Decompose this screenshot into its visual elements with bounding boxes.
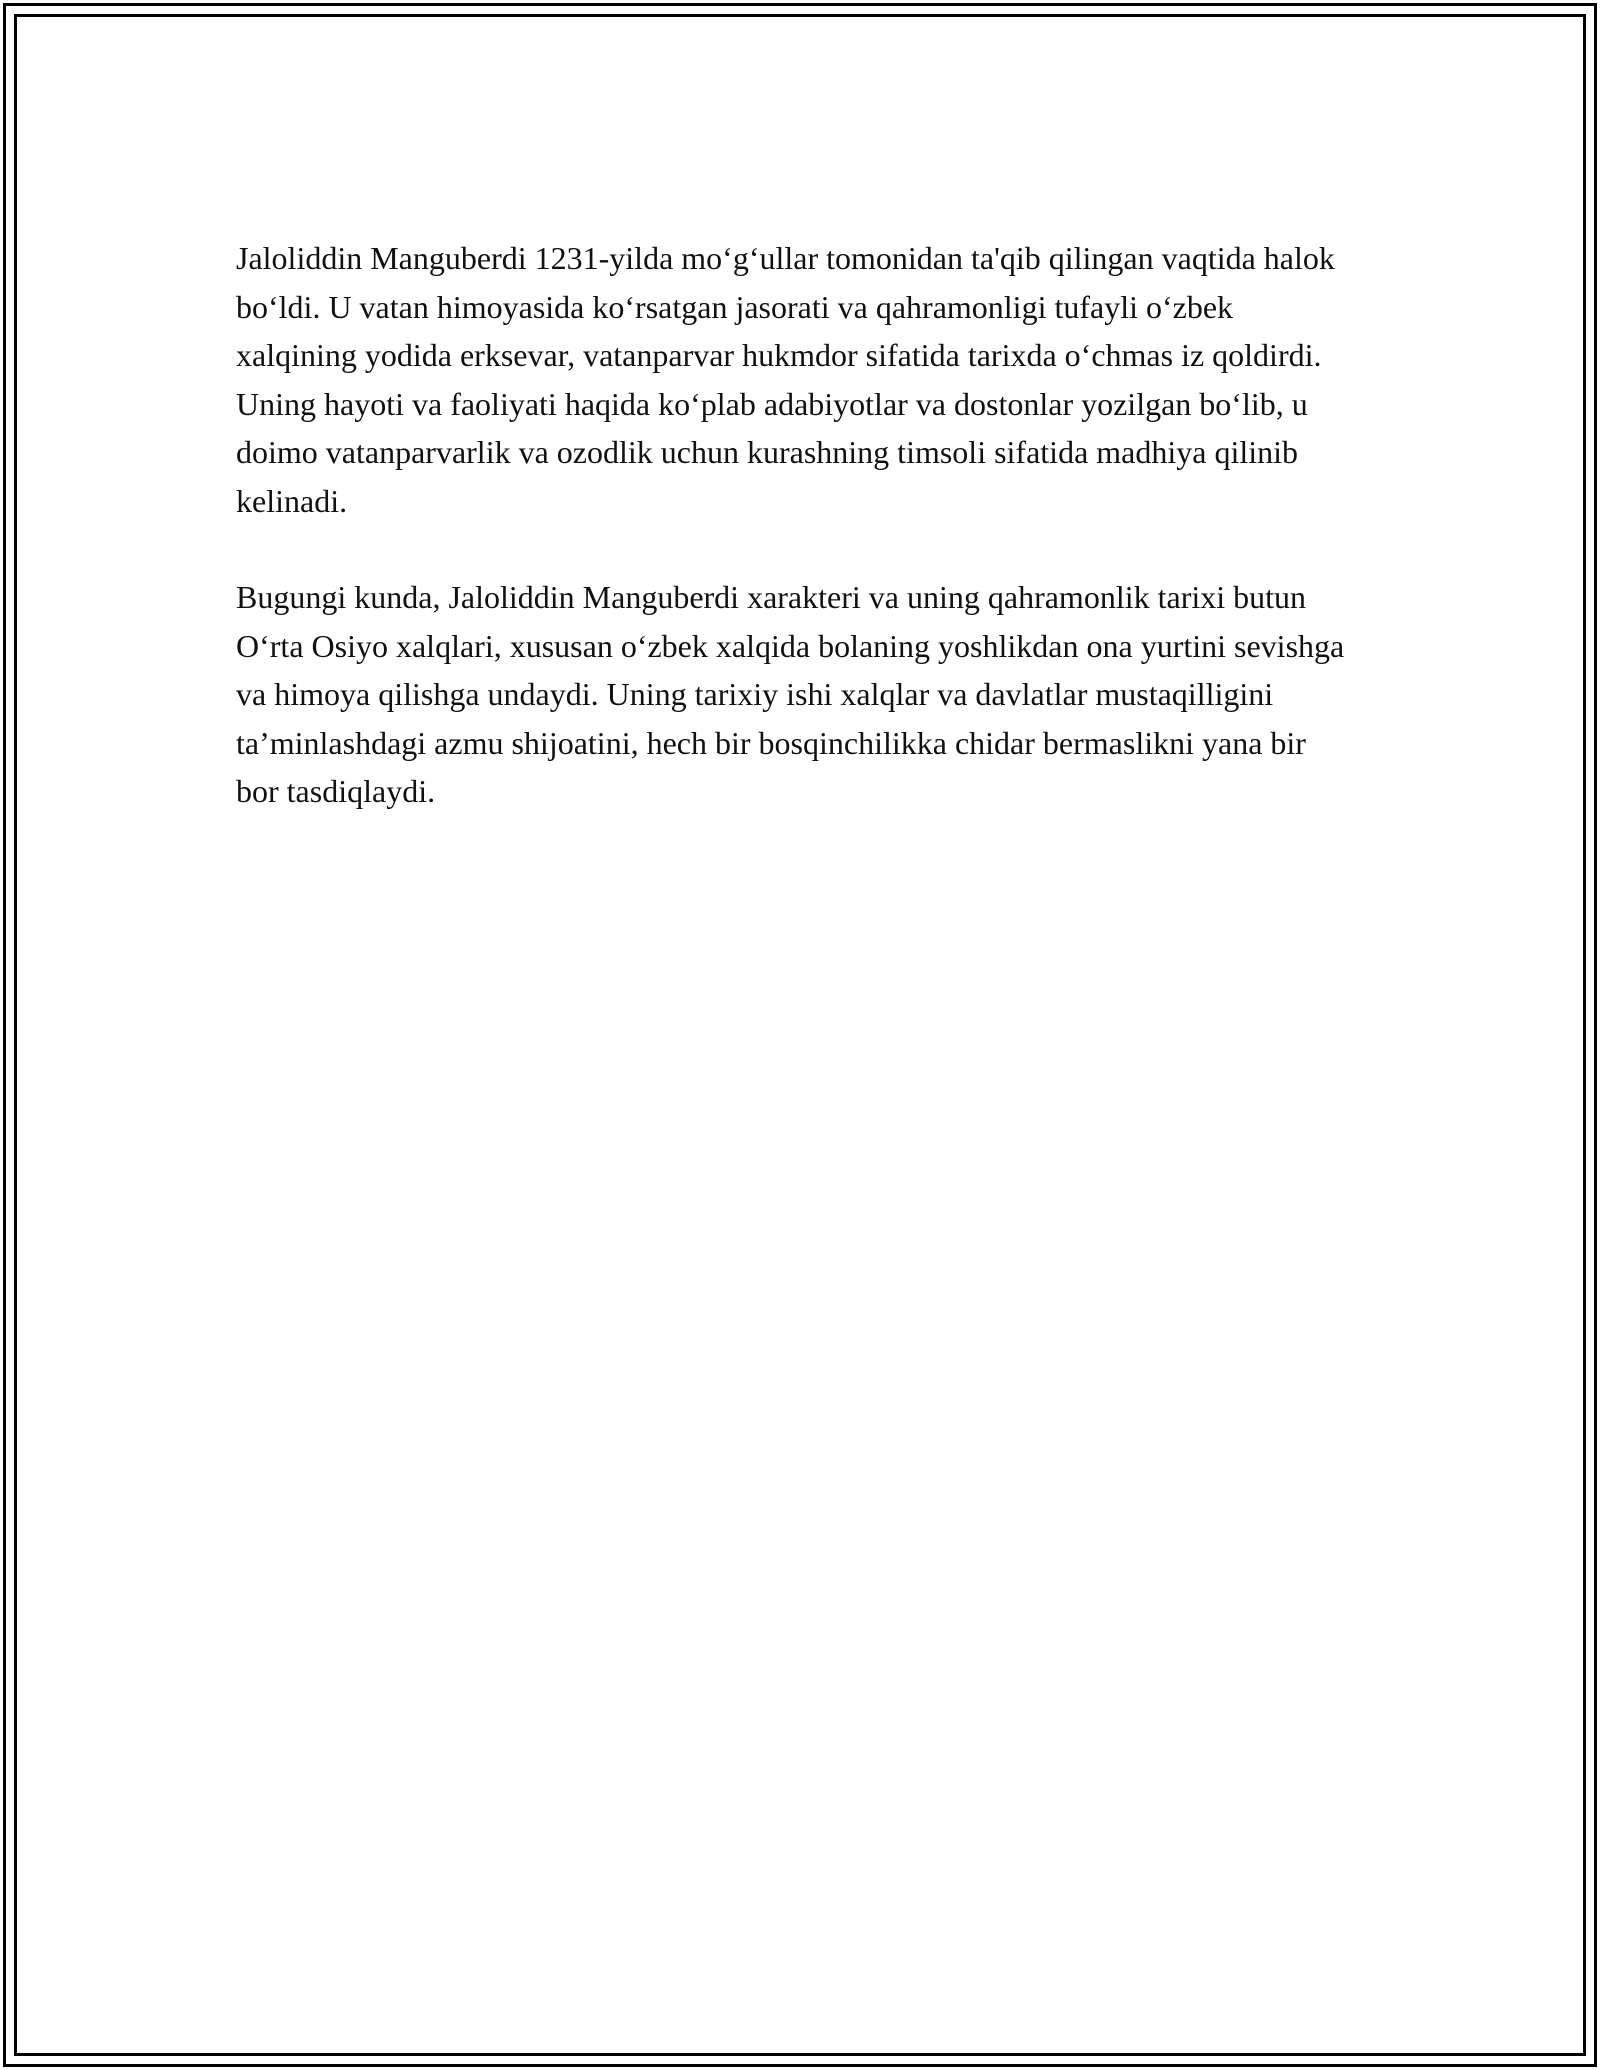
paragraph-1: Jaloliddin Manguberdi 1231-yilda mo‘g‘ullar tomonidan ta'qib qilingan vaqtida halok bo‘ldi. U vatan himoyasida ko‘rsatgan jasorati va qahramonligi tufayli o‘zbek xalqining yodida erksevar, vatanparvar hukmdor sifatida tarixda o‘chmas iz qoldirdi. Uning hayoti va faoliyati haqida ko‘plab adabiyotlar va dostonlar yozilgan bo‘lib, u doimo vatanparvarlik va ozodlik uchun kurashning timsoli sifatida madhiya qilinib kelinadi. [236,240,1335,519]
paragraph-2: Bugungi kunda, Jaloliddin Manguberdi xarakteri va uning qahramonlik tarixi butun O‘rta Osiyo xalqlari, xususan o‘zbek xalqida bolaning yoshlikdan ona yurtini sevishga va himoya qilishga undaydi. Uning tarixiy ishi xalqlar va davlatlar mustaqilligini ta’minlashdagi azmu shijoatini, hech bir bosqinchilikka chidar bermaslikni yana bir bor tasdiqlaydi. [236,579,1345,809]
document-body [236,234,1356,864]
